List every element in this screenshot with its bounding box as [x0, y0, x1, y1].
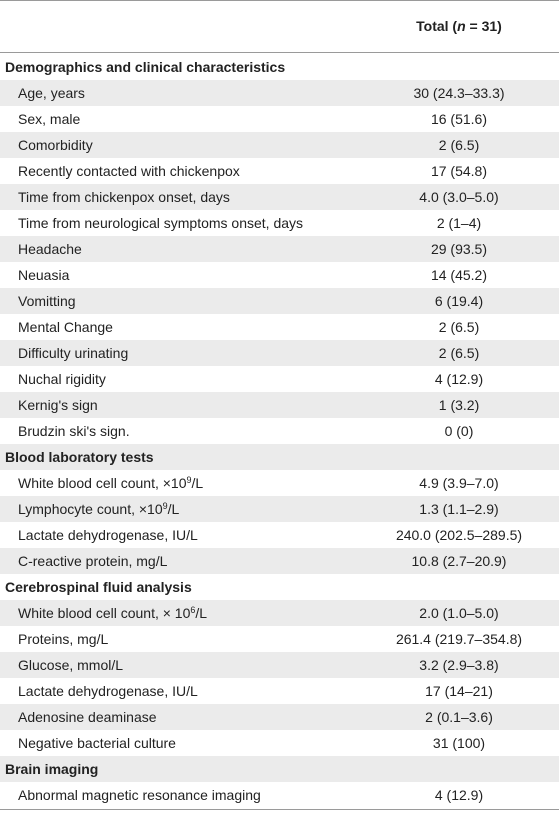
row-value: 29 (93.5) [430, 241, 488, 257]
section-title: Cerebrospinal fluid analysis [5, 579, 192, 595]
table-row [0, 184, 559, 210]
row-label: Sex, male [18, 111, 81, 127]
row-label: Age, years [18, 85, 85, 101]
row-label: Kernig's sign [18, 397, 98, 413]
table-row [0, 288, 559, 314]
section-title: Brain imaging [5, 761, 99, 777]
table-row [0, 496, 559, 522]
row-label: Neuasia [18, 267, 70, 283]
row-label: Mental Change [18, 319, 113, 335]
table-row [0, 522, 559, 548]
row-value: 2.0 (1.0–5.0) [419, 605, 499, 621]
row-label: White blood cell count, $\times 10^9/L$ [18, 475, 204, 491]
row-value: 4.0 (3.0–5.0) [419, 189, 499, 205]
table-row [0, 678, 559, 704]
row-label: Abnormal magnetic resonance imaging [18, 787, 261, 803]
row-label: Headache [18, 241, 82, 257]
total-column-header: Total (n = 31) [416, 18, 502, 34]
table-row [0, 418, 559, 444]
row-value: 30 (24.3–33.3) [413, 85, 505, 101]
row-label: Glucose, mmol/L [18, 657, 124, 673]
row-value: 3.2 (2.9–3.8) [419, 657, 499, 673]
table-row [0, 652, 559, 678]
row-value: 31 (100) [432, 735, 486, 751]
row-value: 4 (12.9) [434, 371, 484, 387]
row-label: Adenosine deaminase [18, 709, 157, 725]
row-value: 6 (19.4) [434, 293, 484, 309]
table-row [0, 704, 559, 730]
row-label: Negative bacterial culture [18, 735, 176, 751]
row-label: Proteins, mg/L [18, 631, 109, 647]
row-value: 0 (0) [444, 423, 474, 439]
table-row [0, 262, 559, 288]
row-value: 4.9 (3.9–7.0) [419, 475, 499, 491]
row-value: 2 (1–4) [436, 215, 482, 231]
table-row [0, 626, 559, 652]
table-row [0, 782, 559, 808]
row-label: Comorbidity [18, 137, 93, 153]
section-title: Demographics and clinical characteristics [5, 59, 286, 75]
row-label: Time from neurological symptoms onset, days [18, 215, 304, 231]
row-label: Time from chickenpox onset, days [18, 189, 230, 205]
row-value: 2 (6.5) [438, 345, 480, 361]
row-label: Nuchal rigidity [18, 371, 106, 387]
row-label: C-reactive protein, mg/L [18, 553, 168, 569]
table-row [0, 340, 559, 366]
table-bottom-rule [0, 809, 559, 810]
row-value: 2 (6.5) [438, 137, 480, 153]
row-value: 17 (14–21) [425, 683, 493, 699]
table-row [0, 392, 559, 418]
row-value: 2 (0.1–3.6) [425, 709, 493, 725]
table-header-row [0, 13, 559, 39]
row-label: Difficulty urinating [18, 345, 129, 361]
row-value: 14 (45.2) [430, 267, 488, 283]
table-top-rule [0, 0, 559, 1]
table-row [0, 548, 559, 574]
row-value: 261.4 (219.7–354.8) [395, 631, 523, 647]
table-row [0, 366, 559, 392]
row-value: 10.8 (2.7–20.9) [411, 553, 507, 569]
table-row [0, 80, 559, 106]
row-value: 240.0 (202.5–289.5) [395, 527, 523, 543]
section-header-row [0, 444, 559, 470]
section-title: Blood laboratory tests [5, 449, 154, 465]
header-rule [0, 52, 559, 53]
exponent: 9 [186, 475, 192, 485]
table-row [0, 236, 559, 262]
row-value: 17 (54.8) [430, 163, 488, 179]
table-row [0, 730, 559, 756]
row-value: 4 (12.9) [434, 787, 484, 803]
table-row [0, 210, 559, 236]
table-row [0, 132, 559, 158]
section-header-row [0, 574, 559, 600]
table-row [0, 314, 559, 340]
section-header-row [0, 54, 559, 80]
row-label: Recently contacted with chickenpox [18, 163, 240, 179]
section-header-row [0, 756, 559, 782]
row-value: 16 (51.6) [430, 111, 488, 127]
n-symbol: n [457, 18, 466, 34]
table-row [0, 158, 559, 184]
row-value: 1.3 (1.1–2.9) [419, 501, 499, 517]
row-label: White blood cell count, × $10^6/L$ [18, 605, 208, 621]
row-value: 1 (3.2) [438, 397, 480, 413]
row-label: Brudzin ski's sign. [18, 423, 130, 439]
table-row [0, 600, 559, 626]
row-value: 2 (6.5) [438, 319, 480, 335]
table-row [0, 106, 559, 132]
exponent: 6 [190, 605, 196, 615]
row-label: Lactate dehydrogenase, IU/L [18, 527, 198, 543]
row-label: Lactate dehydrogenase, IU/L [18, 683, 198, 699]
row-label: Lymphocyte count, $\times 10^9/L$ [18, 501, 180, 517]
row-label: Vomitting [18, 293, 76, 309]
table-row [0, 470, 559, 496]
exponent: 9 [162, 501, 168, 511]
